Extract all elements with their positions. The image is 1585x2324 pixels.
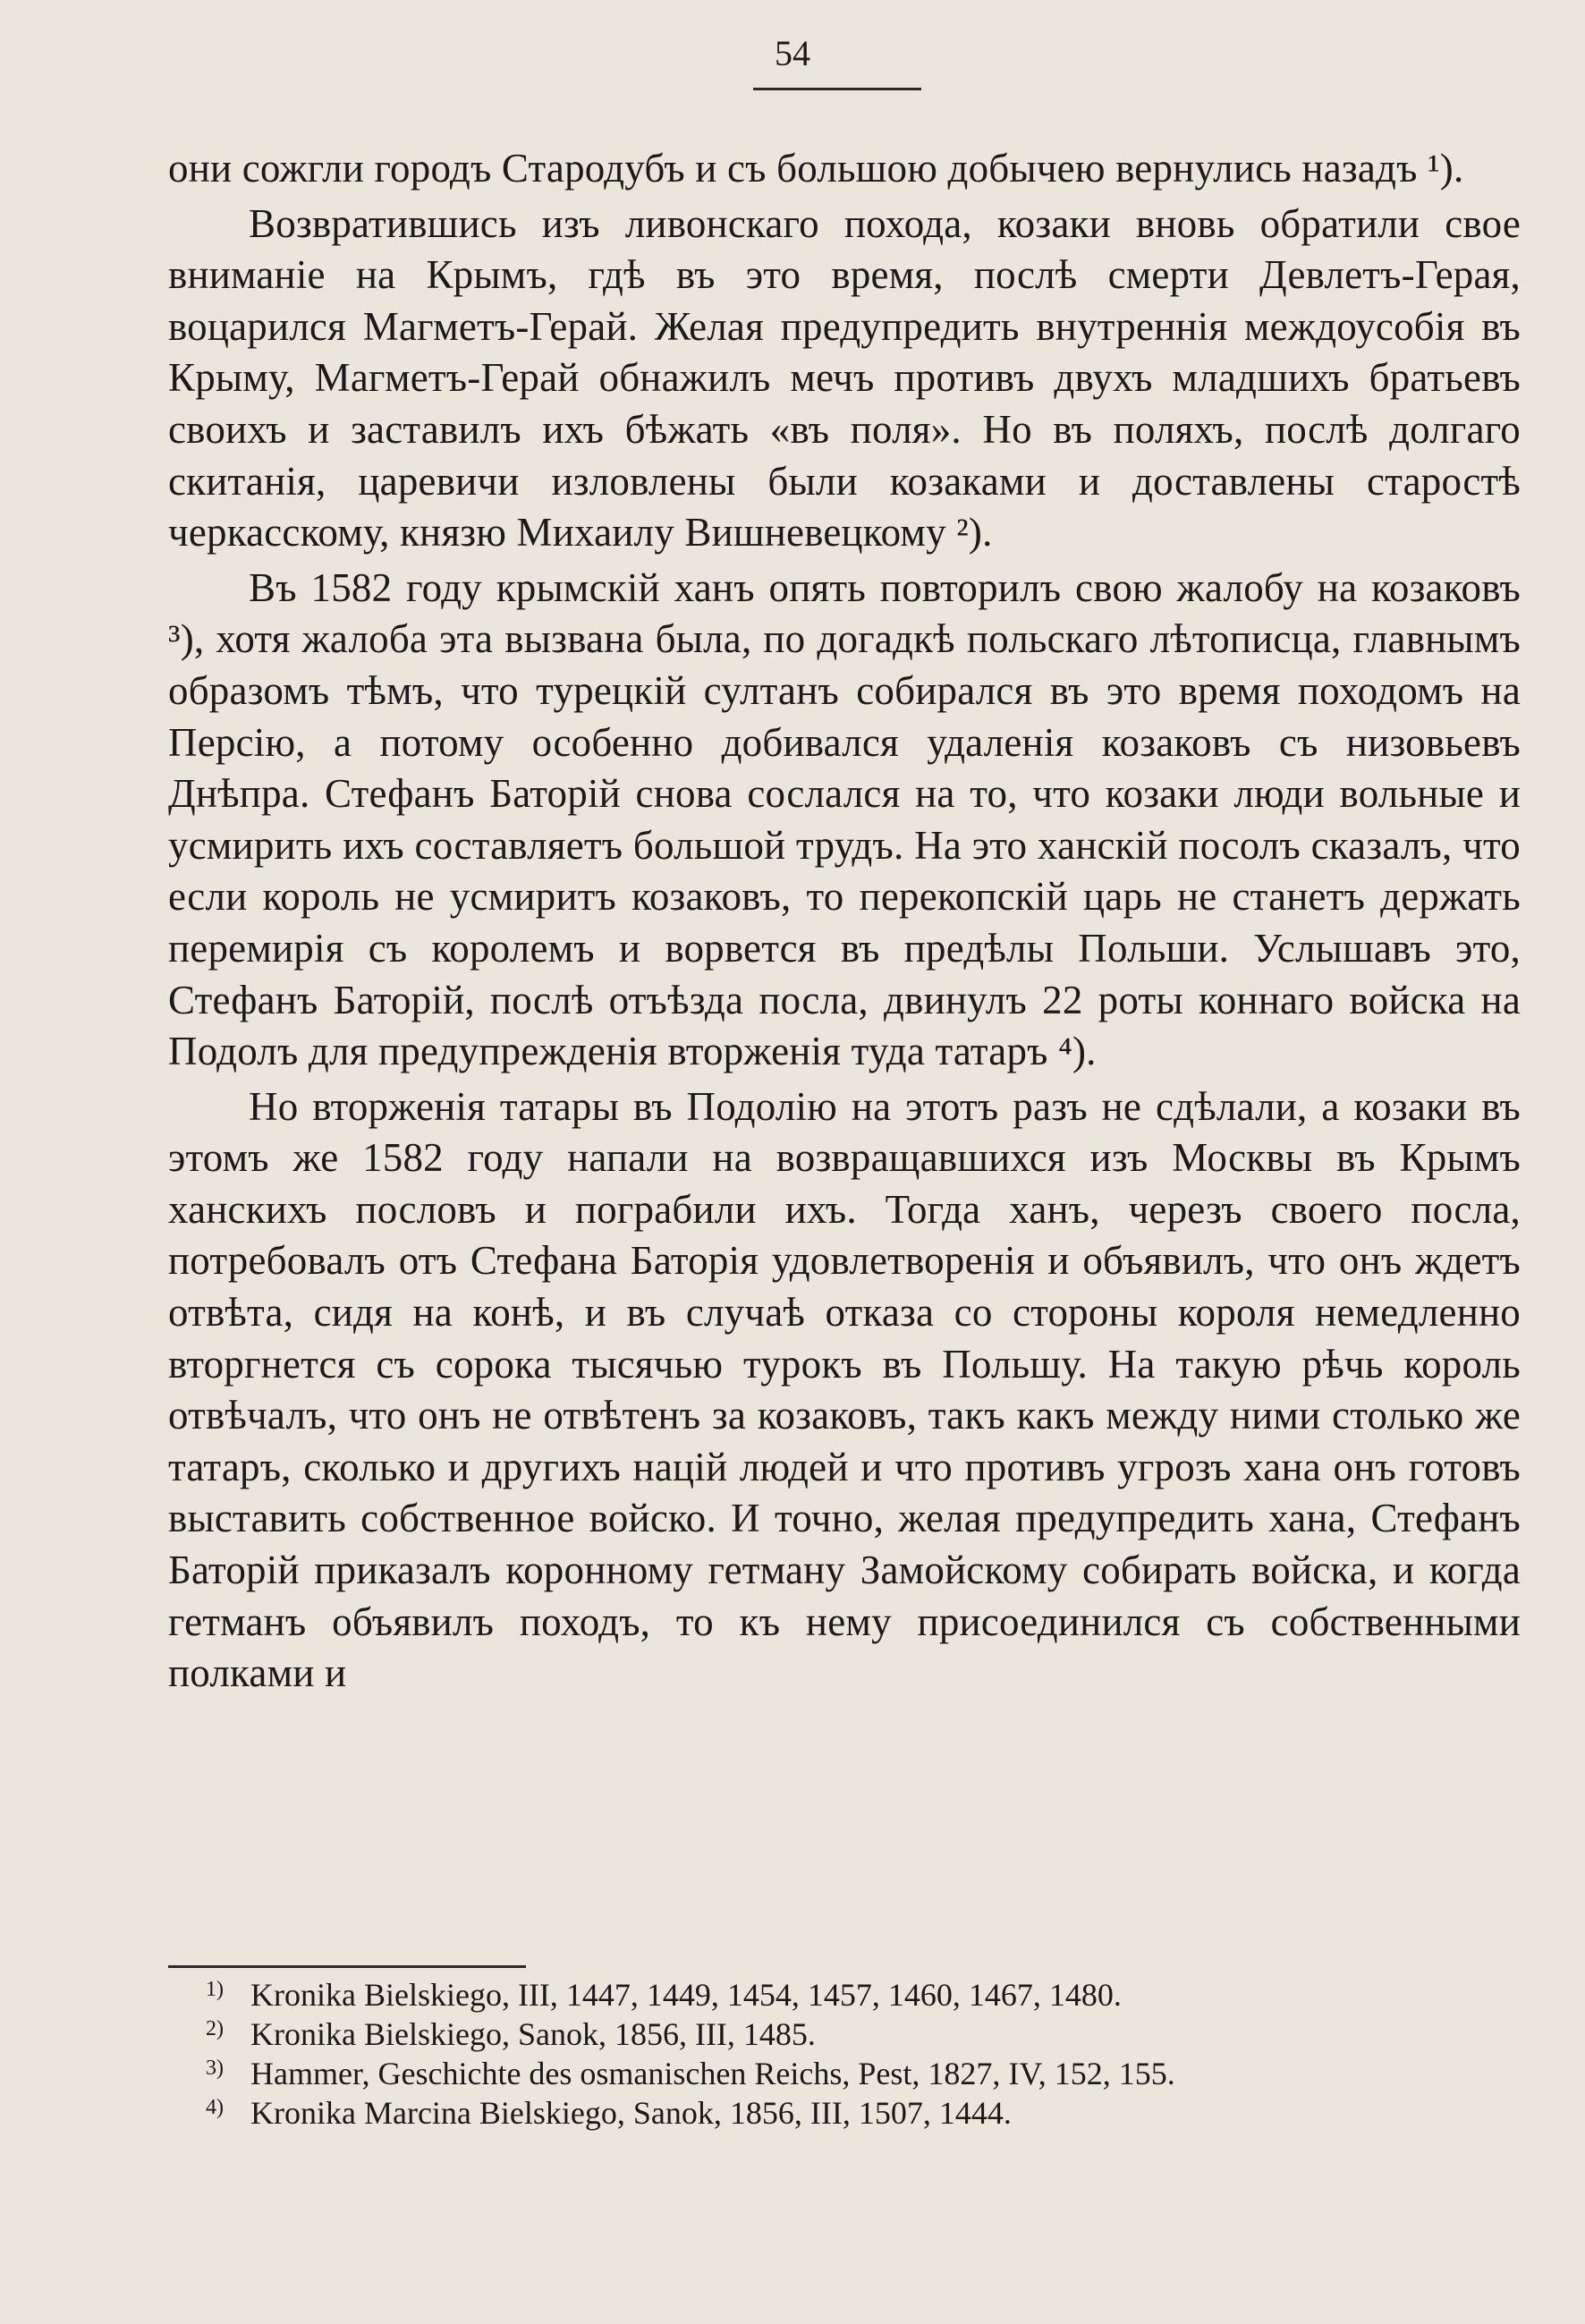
page-number: 54: [775, 33, 810, 73]
footnote-4: [206, 2093, 1538, 2133]
footnote-mark: 3): [206, 2057, 224, 2080]
footnote-2: [206, 2014, 1538, 2054]
footnote-rule: [168, 1965, 526, 1968]
footnote-1: [206, 1975, 1538, 2014]
footnote-text: Hammer, Geschichte des osmanischen Reichs, Pest, 1827, IV, 152, 155.: [250, 2056, 1175, 2091]
footnote-3: [206, 2054, 1538, 2093]
paragraph-3: Въ 1582 году крымскій ханъ опять повторилъ свою жалобу на козаковъ ³), хотя жалоба эта вызвана была, по догадкѣ польскаго лѣтописца, главнымъ образомъ тѣмъ, что турецкій султанъ собирался въ это время походомъ на Персію, а потому особенно добивался удаленія козаковъ съ низовьевъ Днѣпра. Стефанъ Баторій снова сослался на то, что козаки люди вольные и усмирить ихъ составляетъ большой трудъ. На это ханскій посолъ сказалъ, что если король не усмиритъ козаковъ, то перекопскій царь не станетъ держать перемирія съ королемъ и ворвется въ предѣлы Польши. Услышавъ это, Стефанъ Баторій, послѣ отъѣзда посла, двинулъ 22 роты коннаго войска на Подолъ для предупрежденія вторженія туда татаръ ⁴).: [168, 564, 1521, 1074]
paragraph-2: Возвратившись изъ ливонскаго похода, козаки вновь обратили свое вниманіе на Крымъ, гдѣ въ это время, послѣ смерти Девлетъ-Герая, воцарился Магметъ-Герай. Желая предупредить внутреннія междоусобія въ Крыму, Магметъ-Герай обнажилъ мечъ противъ двухъ младшихъ братьевъ своихъ и заставилъ ихъ бѣжать «въ поля». Но въ поляхъ, послѣ долгаго скитанія, царевичи изловлены были козаками и доставлены старостѣ черкасскому, князю Михаилу Вишневецкому ²).: [168, 200, 1521, 556]
footnote-text: Kronika Bielskiego, Sanok, 1856, III, 1485.: [250, 2016, 816, 2052]
page-body: [168, 143, 1521, 1700]
footnote-text: Kronika Marcina Bielskiego, Sanok, 1856, III, 1507, 1444.: [250, 2095, 1012, 2131]
footnote-mark: 2): [206, 2017, 224, 2040]
paragraph-1: они сожгли городъ Стародубъ и съ большою добычею вернулись назадъ ¹).: [168, 146, 1464, 191]
paragraph-4: Но вторженія татары въ Подолію на этотъ разъ не сдѣлали, а козаки въ этомъ же 1582 году напали на возвращавшихся изъ Москвы въ Крымъ ханскихъ пословъ и пограбили ихъ. Тогда ханъ, черезъ своего посла, потребовалъ отъ Стефана Баторія удовлетворенія и объявилъ, что онъ ждетъ отвѣта, сидя на конѣ, и въ случаѣ отказа со стороны короля немедленно вторгнется съ сорока тысячью турокъ въ Польшу. На такую рѣчь король отвѣчалъ, что онъ не отвѣтенъ за козаковъ, такъ какъ между ними столько же татаръ, сколько и другихъ націй людей и что противъ угрозъ хана онъ готовъ выставить собственное войско. И точно, желая предупредить хана, Стефанъ Баторій приказалъ коронному гетману Замойскому собирать войска, и когда гетманъ объявилъ походъ, то къ нему присоединился съ собственными полками и: [168, 1083, 1521, 1696]
footnotes: [206, 1975, 1538, 2133]
footnote-mark: 1): [206, 1978, 224, 2001]
footnote-text: Kronika Bielskiego, III, 1447, 1449, 1454, 1457, 1460, 1467, 1480.: [250, 1977, 1122, 2013]
footnote-mark: 4): [206, 2096, 224, 2119]
header-rule: [753, 88, 921, 90]
